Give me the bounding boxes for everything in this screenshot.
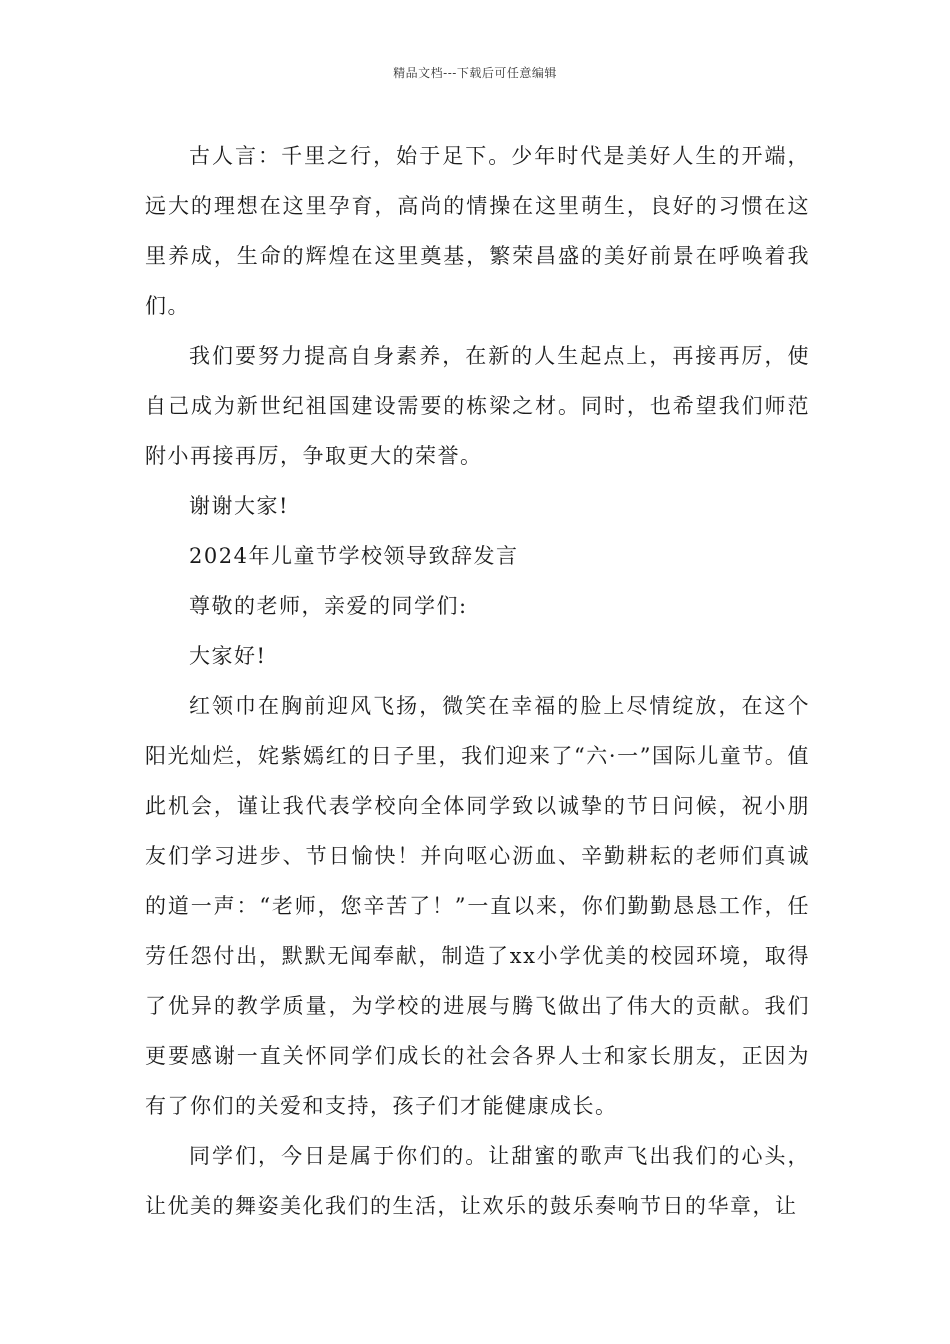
page-header: 精品文档---下载后可任意编辑: [393, 66, 557, 80]
paragraph: 红领巾在胸前迎风飞扬，微笑在幸福的脸上尽情绽放，在这个阳光灿烂，姹紫嫣红的日子里，我们迎来了“六·一”国际儿童节。值此机会，谨让我代表学校向全体同学致以诚挚的节日问候，祝小朋友们学习进步、节日愉快！并向呕心沥血、辛勤耕耘的老师们真诚的道一声：“老师，您辛苦了！”一直以来，你们勤勤恳恳工作，任劳任怨付出，默默无闻奉献，制造了xx小学优美的校园环境，取得了优异的教学质量，为学校的进展与腾飞做出了伟大的贡献。我们更要感谢一直关怀同学们成长的社会各界人士和家长朋友，正因为有了你们的关爱和支持，孩子们才能健康成长。: [145, 694, 810, 1118]
paragraph: 我们要努力提高自身素养，在新的人生起点上，再接再厉，使自己成为新世纪祖国建设需要的栋梁之材。同时，也希望我们师范附小再接再厉，争取更大的荣誉。: [145, 344, 810, 468]
greeting: 大家好!: [189, 644, 267, 668]
paragraph: 古人言：千里之行，始于足下。少年时代是美好人生的开端，远大的理想在这里孕育，高尚的情操在这里萌生，良好的习惯在这里养成，生命的辉煌在这里奠基，繁荣昌盛的美好前景在呼唤着我们。: [145, 144, 810, 318]
salutation: 尊敬的老师，亲爱的同学们:: [189, 594, 468, 618]
speech-title: 2024年儿童节学校领导致辞发言: [189, 544, 519, 568]
paragraph: 同学们，今日是属于你们的。让甜蜜的歌声飞出我们的心头，让优美的舞姿美化我们的生活，让欢乐的鼓乐奏响节日的华章，让: [145, 1144, 810, 1218]
paragraph: 谢谢大家!: [189, 494, 289, 518]
document-body: [145, 131, 810, 1231]
